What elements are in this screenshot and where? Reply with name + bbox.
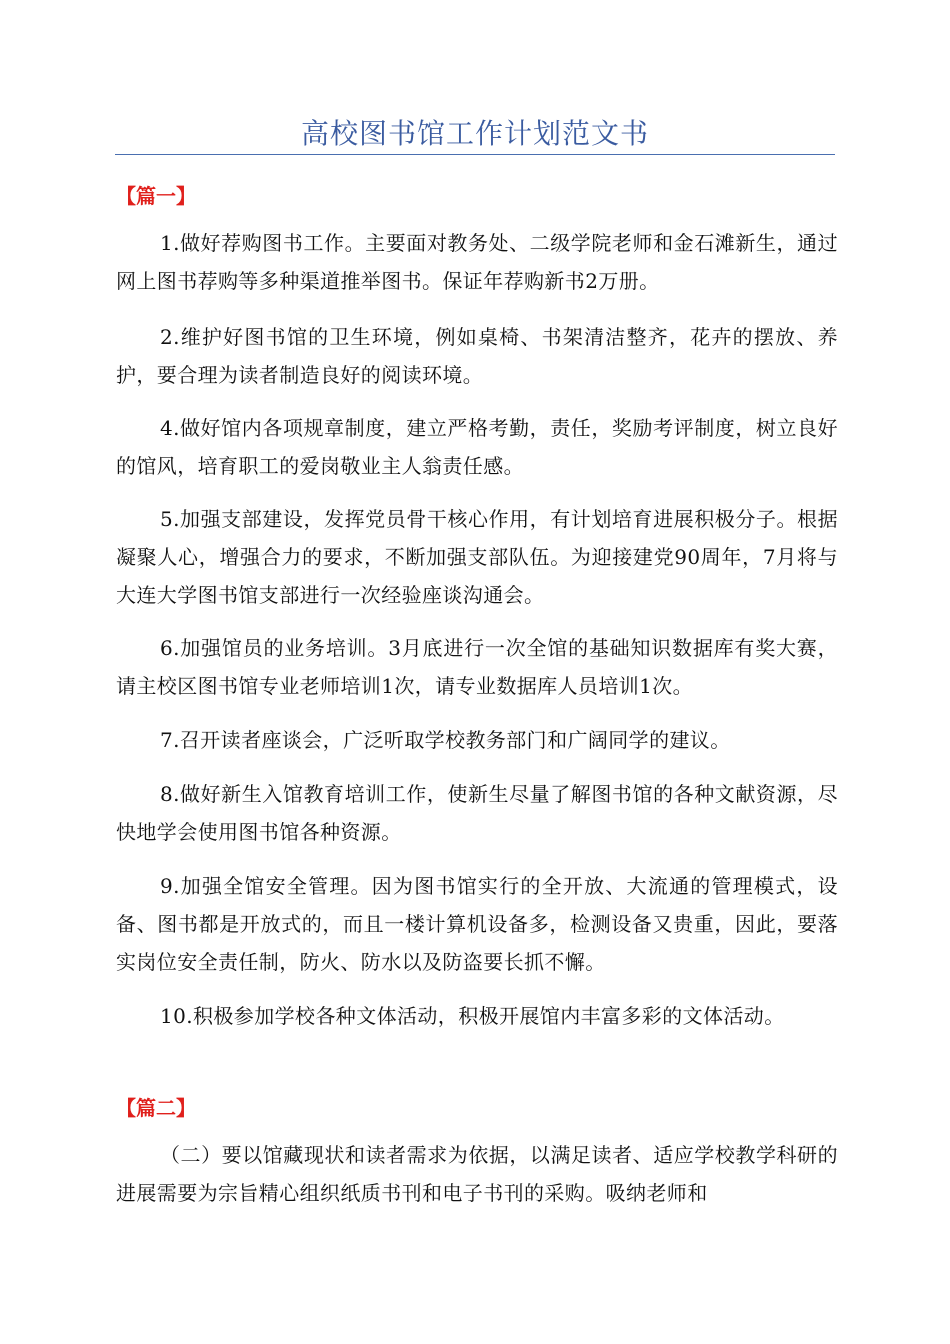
document-title: 高校图书馆工作计划范文书 (300, 117, 649, 150)
paragraph: 8.做好新生入馆教育培训工作，使新生尽量了解图书馆的各种文献资源，尽快地学会使用图书馆各种资源。 (116, 782, 838, 844)
paragraph: 9.加强全馆安全管理。因为图书馆实行的全开放、大流通的管理模式，设备、图书都是开放式的，而且一楼计算机设备多，检测设备又贵重，因此，要落实岗位安全责任制，防火、防水以及防盗要长抓不懈。 (116, 874, 838, 974)
paragraph: 10.积极参加学校各种文体活动，积极开展馆内丰富多彩的文体活动。 (160, 1004, 785, 1028)
paragraph: 5.加强支部建设，发挥党员骨干核心作用，有计划培育进展积极分子。根据凝聚人心，增强合力的要求，不断加强支部队伍。为迎接建党90周年，7月将与大连大学图书馆支部进行一次经验座谈沟通会。 (116, 507, 838, 607)
paragraph: 7.召开读者座谈会，广泛听取学校教务部门和广阔同学的建议。 (160, 728, 731, 752)
section-heading-2: 【篇二】 (116, 1096, 196, 1120)
paragraph: （二）要以馆藏现状和读者需求为依据，以满足读者、适应学校教学科研的进展需要为宗旨精心组织纸质书刊和电子书刊的采购。吸纳老师和 (116, 1143, 838, 1205)
paragraph: 2.维护好图书馆的卫生环境，例如桌椅、书架清洁整齐，花卉的摆放、养护，要合理为读者制造良好的阅读环境。 (116, 325, 838, 387)
paragraph: 4.做好馆内各项规章制度，建立严格考勤，责任，奖励考评制度，树立良好的馆风，培育职工的爱岗敬业主人翁责任感。 (116, 416, 838, 478)
paragraph: 6.加强馆员的业务培训。3月底进行一次全馆的基础知识数据库有奖大赛，请主校区图书馆专业老师培训1次，请专业数据库人员培训1次。 (116, 636, 838, 698)
paragraph: 1.做好荐购图书工作。主要面对教务处、二级学院老师和金石滩新生，通过网上图书荐购等多种渠道推举图书。保证年荐购新书2万册。 (116, 231, 838, 293)
title-divider (115, 154, 835, 155)
section-heading-1: 【篇一】 (116, 184, 196, 208)
